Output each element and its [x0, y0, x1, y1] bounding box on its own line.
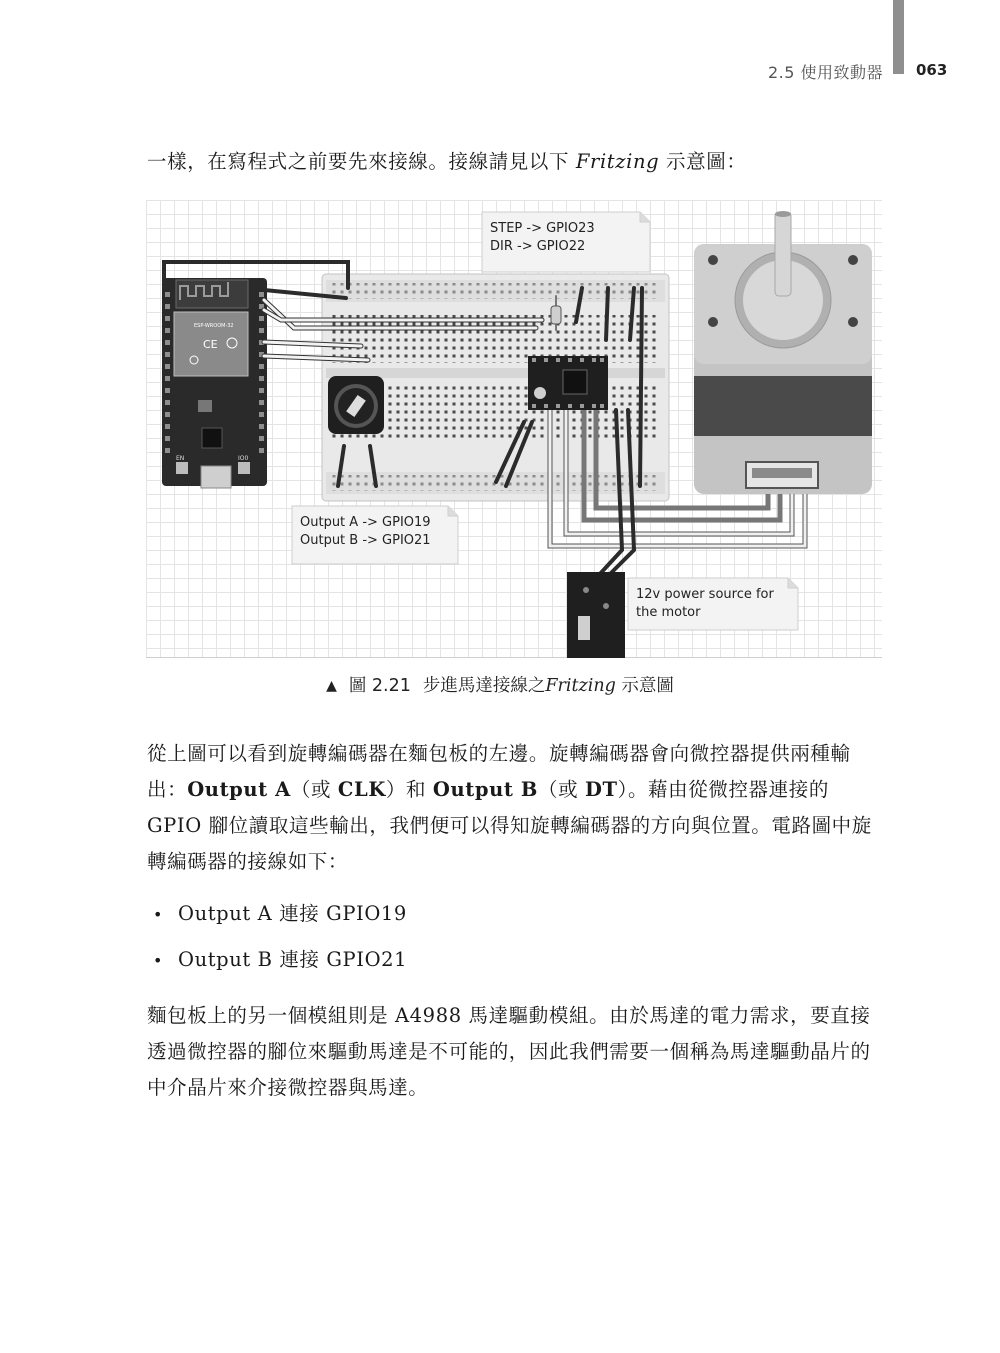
p1-dt: DT	[584, 778, 618, 801]
note-power-source	[628, 578, 798, 630]
p1-output-b: Output B	[432, 778, 538, 801]
intro-text-before: 一樣，在寫程式之前要先來接線。接線請見以下	[147, 150, 570, 173]
note-output-a: Output A -> GPIO19	[300, 515, 431, 530]
caption-text-before: 步進馬達接線之	[422, 676, 546, 696]
list-item	[153, 942, 853, 988]
wiring-bullet-list	[153, 896, 853, 988]
p1-output-a: Output A	[187, 778, 291, 801]
en-button-label: EN	[176, 455, 185, 462]
note-power-line-2: the motor	[636, 605, 701, 620]
list-item	[153, 896, 853, 942]
caption-figure-number: 圖 2.21	[348, 676, 411, 696]
esp-module-label: ESP-WROOM-32	[194, 323, 234, 329]
note-output-b: Output B -> GPIO21	[300, 533, 431, 548]
bullet-marker: •	[153, 905, 164, 924]
caption-triangle-marker: ▲	[326, 678, 337, 694]
caption-fritzing: Fritzing	[545, 676, 616, 696]
note-power-line-1: 12v power source for	[636, 587, 774, 602]
caption-text-after: 示意圖	[621, 676, 674, 696]
p1-text-3: ）和	[385, 778, 433, 801]
intro-paragraph	[147, 144, 884, 180]
esp32-board	[162, 278, 267, 488]
intro-text-after: 示意圖：	[666, 150, 747, 173]
p1-text-5: ）。藉由從微控器連接的 GPIO 腳位讀取這些輸出，我們便可以得知旋轉編碼器的方向與位置。電路圖中旋轉編碼器的接線如下：	[147, 778, 872, 873]
p1-text-4: （或	[537, 778, 585, 801]
driver-paragraph: 麵包板上的另一個模組則是 A4988 馬達驅動模組。由於馬達的電力需求，要直接透過微控器的腳位來驅動馬達是不可能的，因此我們需要一個稱為馬達驅動晶片的中介晶片來介接微控器與馬達。	[147, 1004, 871, 1099]
p1-text-1: 從上圖可以看到旋轉編碼器在麵包板的左邊。旋轉編碼器會向微控器提供兩種輸出：	[147, 742, 851, 801]
a4988-driver	[528, 356, 608, 410]
note-step: STEP -> GPIO23	[490, 221, 595, 236]
bullet-marker: •	[153, 951, 164, 970]
note-dir: DIR -> GPIO22	[490, 239, 586, 254]
wiring-diagram	[146, 200, 882, 658]
bullet-text: Output B 連接 GPIO21	[178, 948, 408, 971]
fritzing-wiring-figure	[146, 200, 882, 658]
chapter-tab-bar	[893, 0, 904, 74]
ce-mark: CE	[203, 338, 218, 351]
p1-clk: CLK	[337, 778, 386, 801]
rotary-encoder	[328, 376, 384, 434]
running-head-section: 2.5 使用致動器	[767, 63, 883, 82]
encoder-paragraph	[147, 736, 884, 880]
intro-fritzing: Fritzing	[575, 150, 660, 173]
power-jack-module	[567, 572, 625, 658]
figure-caption	[0, 672, 1000, 697]
io0-button-label: IO0	[238, 455, 249, 462]
note-output-a-b	[292, 506, 458, 564]
stepper-motor	[694, 211, 872, 494]
bullet-text: Output A 連接 GPIO19	[178, 902, 407, 925]
p1-text-2: （或	[290, 778, 338, 801]
note-step-dir	[482, 212, 650, 272]
page-number: 063	[916, 61, 948, 79]
